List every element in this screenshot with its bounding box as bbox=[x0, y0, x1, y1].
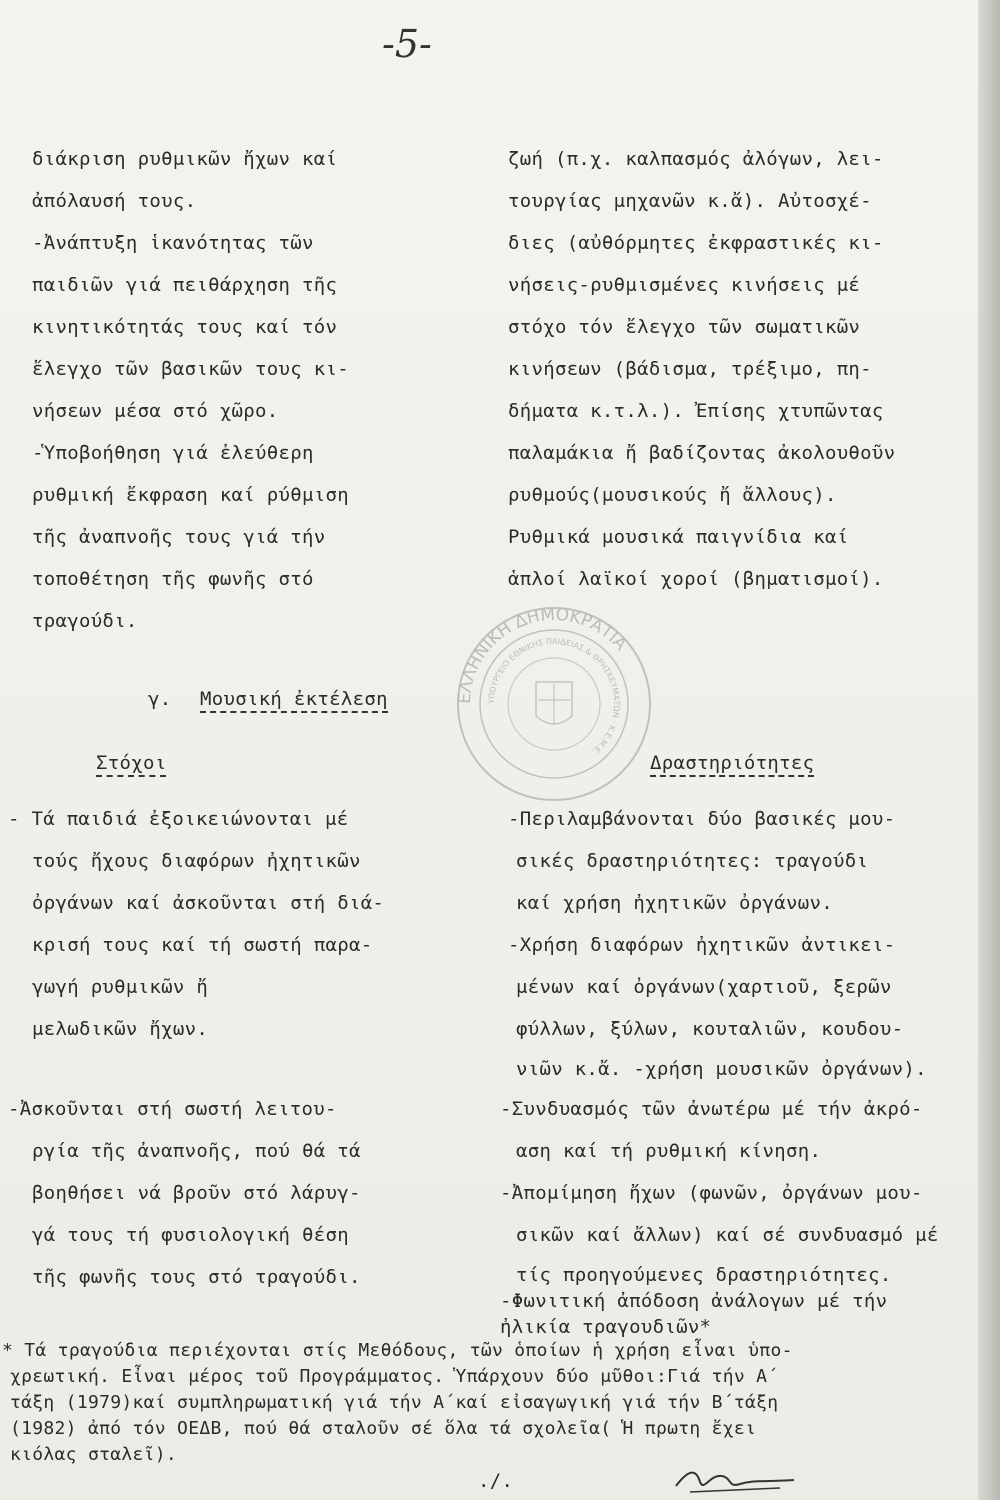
footnote-line: * Τά τραγούδια περιέχονται στίς Μεθόδους, τῶν ὁποίων ἡ χρήση εἶναι ὑπο- bbox=[2, 1340, 793, 1361]
left-line: ἀπόλαυσή τους. bbox=[32, 190, 197, 212]
official-stamp-icon bbox=[454, 604, 654, 804]
goal-line: γωγή ρυθμικῶν ἤ bbox=[32, 976, 209, 998]
left-line: κινητικότητάς τους καί τόν bbox=[32, 316, 338, 338]
activity-line: -Συνδυασμός τῶν ἀνωτέρω μέ τήν ἀκρό- bbox=[500, 1098, 923, 1120]
goal-line: -Ἀσκοῦνται στή σωστή λειτου- bbox=[8, 1098, 337, 1120]
left-line: -Ἀνάπτυξη ἱκανότητας τῶν bbox=[32, 232, 314, 254]
activity-line: -Φωνιτική ἀπόδοση ἀνάλογων μέ τήν bbox=[500, 1290, 888, 1312]
footnote-line: χρεωτική. Εἶναι μέρος τοῦ Προγράμματος. Ὑπάρχουν δύο μῦθοι:Γιά τήν Α΄ bbox=[10, 1366, 779, 1387]
goal-line: ὀργάνων καί ἀσκοῦνται στή διά- bbox=[32, 892, 385, 914]
right-line: παλαμάκια ἤ βαδίζοντας ἀκολουθοῦν bbox=[508, 442, 896, 464]
left-line: τοποθέτηση τῆς φωνῆς στό bbox=[32, 568, 314, 590]
footnote-line: τάξη (1979)καί συμπληρωματική γιά τήν Α΄καί εἰσαγωγική γιά τήν Β΄τάξη bbox=[10, 1392, 779, 1413]
right-line: νήσεις-ρυθμισμένες κινήσεις μέ bbox=[508, 274, 861, 296]
right-line: κινήσεων (βάδισμα, τρέξιμο, πη- bbox=[508, 358, 872, 380]
goal-line: βοηθήσει νά βροῦν στό λάρυγ- bbox=[32, 1182, 361, 1204]
activity-line: νιῶν κ.ἄ. -χρήση μουσικῶν ὀργάνων). bbox=[516, 1058, 927, 1080]
left-line: ρυθμική ἔκφραση καί ρύθμιση bbox=[32, 484, 349, 506]
right-line: στόχο τόν ἔλεγχο τῶν σωματικῶν bbox=[508, 316, 861, 338]
right-line: τουργίας μηχανῶν κ.ἄ). Αὐτοσχέ- bbox=[508, 190, 872, 212]
footnote-line: (1982) ἀπό τόν ΟΕΔΒ, πού θά σταλοῦν σέ ὅλα τά σχολεῖα( Ἡ πρωτη ἔχει bbox=[10, 1418, 757, 1439]
activity-line: ἠλικία τραγουδιῶν* bbox=[500, 1316, 712, 1338]
left-line: ἔλεγχο τῶν βασικῶν τους κι- bbox=[32, 358, 349, 380]
activity-line: μένων καί ὀργάνων(χαρτιοῦ, ξερῶν bbox=[516, 976, 892, 998]
page-edge bbox=[978, 0, 1000, 1500]
goal-line: κρισή τους καί τή σωστή παρα- bbox=[32, 934, 373, 956]
goal-line: τῆς φωνῆς τους στό τραγούδι. bbox=[32, 1266, 361, 1288]
right-line: ζωή (π.χ. καλπασμός ἀλόγων, λει- bbox=[508, 148, 884, 170]
goals-heading: Στόχοι bbox=[96, 752, 166, 777]
activity-line: σικές δραστηριότητες: τραγούδι bbox=[516, 850, 869, 872]
right-line: ἁπλοί λαϊκοί χοροί (βηματισμοί). bbox=[508, 568, 884, 590]
stamp-outer-text: ΕΛΛΗΝΙΚΗ ΔΗΜΟΚΡΑΤΙΑ bbox=[454, 604, 631, 705]
signature-icon bbox=[670, 1462, 800, 1498]
left-line: τραγούδι. bbox=[32, 610, 138, 632]
activity-line: -Ἀπομίμηση ἤχων (φωνῶν, ὀργάνων μου- bbox=[500, 1182, 923, 1204]
activity-line: σικῶν καί ἄλλων) καί σέ συνδυασμό μέ bbox=[516, 1224, 939, 1246]
left-line: παιδιῶν γιά πειθάρχηση τῆς bbox=[32, 274, 338, 296]
activity-line: -Χρήση διαφόρων ἠχητικῶν ἀντικει- bbox=[508, 934, 896, 956]
continuation-mark: ./. bbox=[478, 1470, 514, 1492]
stamp-inner-text: ΥΠΟΥΡΓΕΙΟ ΕΘΝΙΚΗΣ ΠΑΙΔΕΙΑΣ & ΘΡΗΣΚΕΥΜΑΤΩΝ · Κ.Ε.Μ.Ε. bbox=[486, 636, 622, 757]
goal-line: μελωδικῶν ἤχων. bbox=[32, 1018, 209, 1040]
activity-line: φύλλων, ξύλων, κουταλιῶν, κουδου- bbox=[516, 1018, 904, 1040]
activities-heading: Δραστηριότητες bbox=[650, 752, 814, 777]
left-line: νήσεων μέσα στό χῶρο. bbox=[32, 400, 279, 422]
right-line: διες (αὐθόρμητες ἐκφραστικές κι- bbox=[508, 232, 884, 254]
right-line: Ρυθμικά μουσικά παιγνίδια καί bbox=[508, 526, 849, 548]
section-prefix: γ. bbox=[148, 688, 172, 710]
left-line: -Ὑποβοήθηση γιά ἐλεύθερη bbox=[32, 442, 314, 464]
goal-line: τούς ἤχους διαφόρων ἠχητικῶν bbox=[32, 850, 361, 872]
goal-line: γά τους τή φυσιολογική θέση bbox=[32, 1224, 349, 1246]
left-line: διάκριση ρυθμικῶν ἤχων καί bbox=[32, 148, 338, 170]
activity-line: τίς προηγούμενες δραστηριότητες. bbox=[516, 1264, 892, 1286]
right-line: ρυθμούς(μουσικούς ἤ ἄλλους). bbox=[508, 484, 837, 506]
activity-line: -Περιλαμβάνονται δύο βασικές μου- bbox=[508, 808, 896, 830]
right-line: δήματα κ.τ.λ.). Ἐπίσης χτυπῶντας bbox=[508, 400, 884, 422]
page-number: -5- bbox=[382, 22, 432, 66]
left-line: τῆς ἀναπνοῆς τους γιά τήν bbox=[32, 526, 326, 548]
footnote-line: κιόλας σταλεῖ). bbox=[10, 1444, 178, 1465]
activity-line: αση καί τή ρυθμική κίνηση. bbox=[516, 1140, 822, 1162]
activity-line: καί χρήση ἠχητικῶν ὀργάνων. bbox=[516, 892, 833, 914]
section-title: Μουσική ἐκτέλεση bbox=[200, 688, 388, 713]
goal-line: - Τά παιδιά ἐξοικειώνονται μέ bbox=[8, 808, 349, 830]
goal-line: ργία τῆς ἀναπνοῆς, πού θά τά bbox=[32, 1140, 361, 1162]
